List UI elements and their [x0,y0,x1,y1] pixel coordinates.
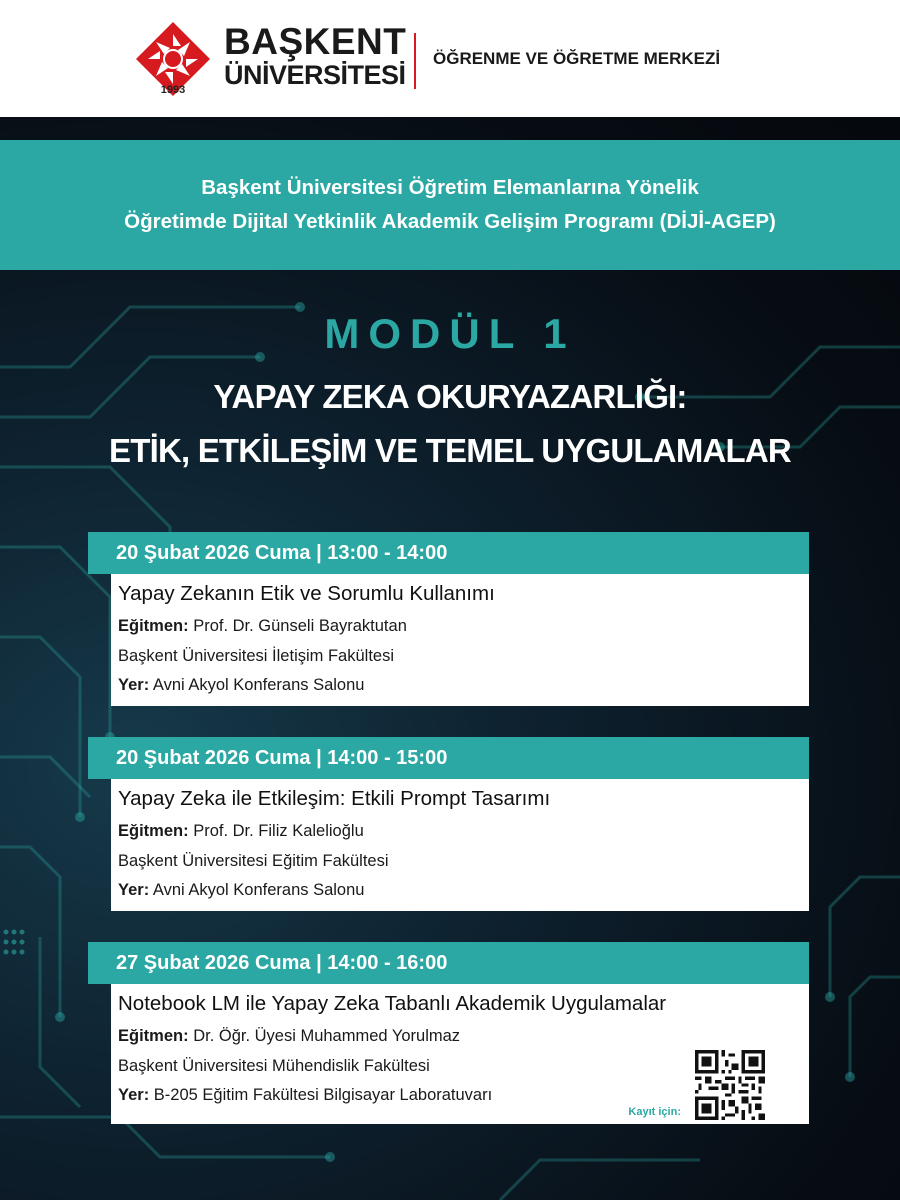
location-label: Yer: [118,1086,150,1104]
location-name: Avni Akyol Konferans Salonu [152,676,365,694]
session-title: Yapay Zekanın Etik ve Sorumlu Kullanımı [118,582,495,605]
session-title: Notebook LM ile Yapay Zeka Tabanlı Akademik Uygulamalar [118,992,667,1015]
session-faculty: Başkent Üniversitesi Eğitim Fakültesi [118,851,389,870]
center-name: ÖĞRENME VE ÖĞRETME MERKEZİ [433,49,721,68]
trainer-name: Prof. Dr. Günseli Bayraktutan [193,617,407,635]
session-datetime: 20 Şubat 2026 Cuma | 13:00 - 14:00 [88,532,809,574]
session-faculty: Başkent Üniversitesi Mühendislik Fakültesi [118,1056,430,1075]
brand-name-line2: ÜNİVERSİTESİ [224,60,406,90]
session-location [118,876,809,906]
logo-year: 1993 [160,84,186,96]
session-faculty: Başkent Üniversitesi İletişim Fakültesi [118,646,395,665]
session-location [118,671,809,701]
trainer-label: Eğitmen: [118,822,189,840]
program-line1: Başkent Üniversitesi Öğretim Elemanlarına Yönelik [201,176,699,199]
brand-divider [414,33,416,89]
location-label: Yer: [118,676,150,694]
session-trainer [118,612,809,642]
session-card-2 [88,737,809,911]
trainer-name: Prof. Dr. Filiz Kalelioğlu [193,822,364,840]
program-banner [0,140,900,270]
session-body [111,779,809,911]
trainer-name: Dr. Öğr. Üyesi Muhammed Yorulmaz [193,1027,461,1045]
session-card-3 [88,942,809,1124]
module-title: MODÜL 1 [324,310,576,357]
program-line2: Öğretimde Dijital Yetkinlik Akademik Gelişim Programı (DİJİ-AGEP) [124,210,776,233]
session-body [111,574,809,706]
brand-name-line1: BAŞKENT [224,21,407,62]
location-name: Avni Akyol Konferans Salonu [152,881,365,899]
topic-line2: ETİK, ETKİLEŞİM VE TEMEL UYGULAMALAR [109,432,791,469]
session-trainer [118,817,809,847]
session-card-1 [88,532,809,706]
header [0,0,900,117]
location-label: Yer: [118,881,150,899]
register-caption: Kayıt için: [628,1106,681,1118]
qr-code-icon[interactable] [695,1050,765,1120]
session-trainer [118,1022,809,1052]
session-datetime: 27 Şubat 2026 Cuma | 14:00 - 16:00 [88,942,809,984]
session-title: Yapay Zeka ile Etkileşim: Etkili Prompt Tasarımı [118,787,551,810]
session-body [111,984,809,1124]
topic-line1: YAPAY ZEKA OKURYAZARLIĞI: [213,378,687,415]
location-name: B-205 Eğitim Fakültesi Bilgisayar Laboratuvarı [153,1086,493,1104]
trainer-label: Eğitmen: [118,617,189,635]
session-datetime: 20 Şubat 2026 Cuma | 14:00 - 15:00 [88,737,809,779]
trainer-label: Eğitmen: [118,1027,189,1045]
